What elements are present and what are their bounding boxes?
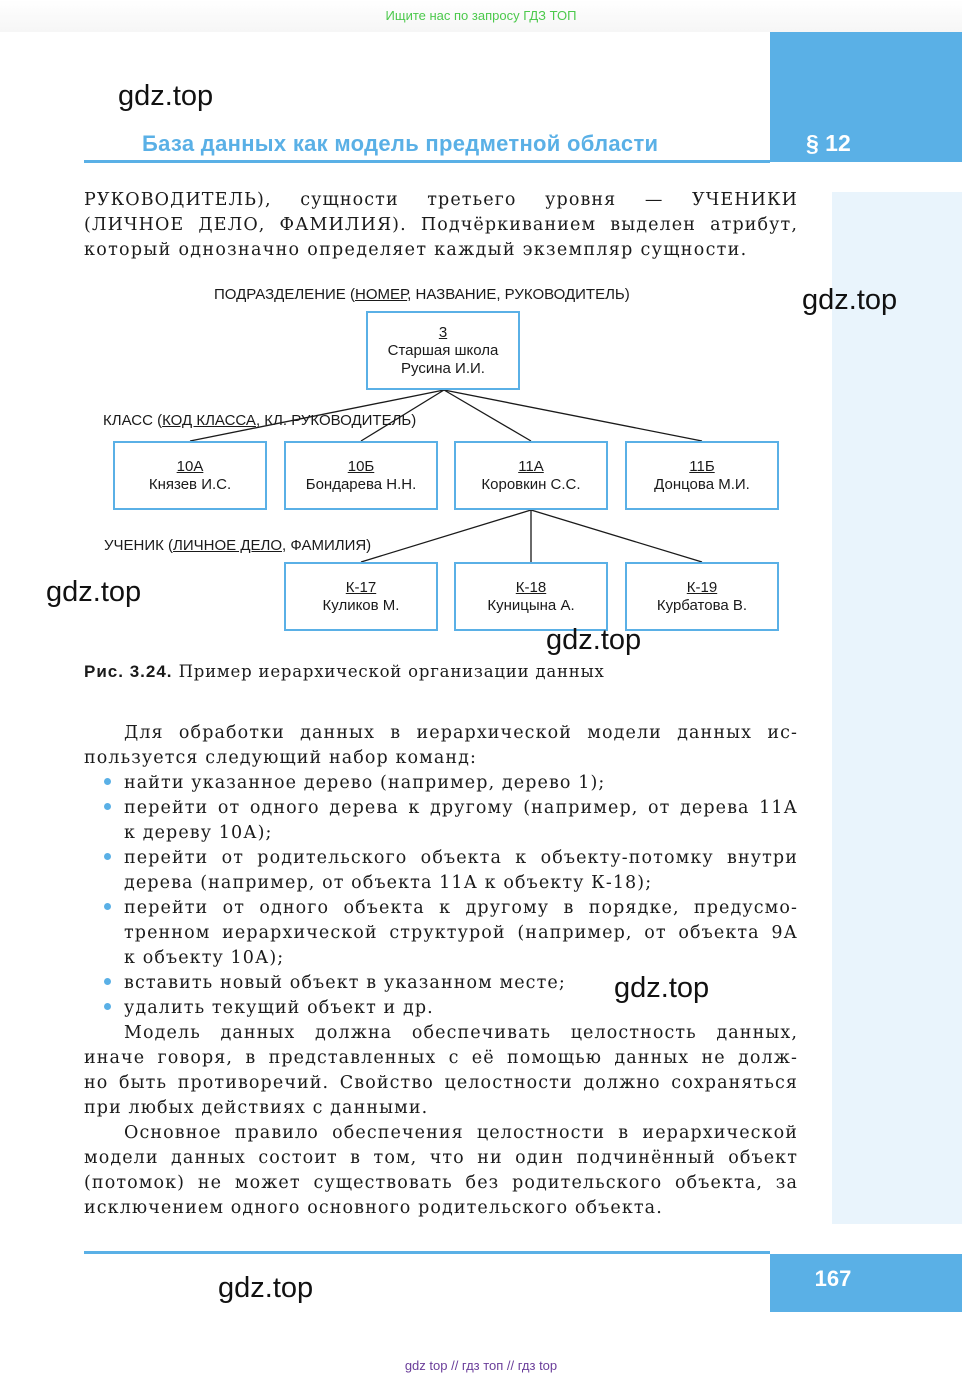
bullet-dot xyxy=(104,803,111,810)
para2-line-2: иначе говоря, в представленных с её помощью данных не долж- xyxy=(84,1048,798,1068)
class-node xyxy=(625,441,779,510)
student-node xyxy=(625,562,779,631)
level3-label: УЧЕНИК (ЛИЧНОЕ ДЕЛО, ФАМИЛИЯ) xyxy=(104,537,372,554)
bullet-2-line-1: перейти от одного дерева к другому (например, от дерева 11А xyxy=(124,798,798,818)
class-name: Донцова М.И. xyxy=(654,475,750,493)
watermark: gdz.top xyxy=(546,624,642,656)
student-name: Курбатова В. xyxy=(656,596,748,614)
section-number: § 12 xyxy=(806,130,851,156)
bottom-links[interactable]: gdz top // гдз топ // гдз top xyxy=(404,1358,558,1373)
student-name: Куницына А. xyxy=(487,596,575,614)
bullet-2-line-2: к дереву 10А); xyxy=(124,823,273,843)
footer-rule xyxy=(84,1251,770,1254)
class-key: 11А xyxy=(518,457,544,475)
watermark: gdz.top xyxy=(614,972,710,1004)
para2-line-4: при любых действиях с данными. xyxy=(84,1098,429,1118)
student-node xyxy=(454,562,608,631)
level2-label: КЛАСС (КОД КЛАССА, КЛ. РУКОВОДИТЕЛЬ) xyxy=(103,412,417,429)
student-key: К-17 xyxy=(345,578,377,596)
bullet-dot xyxy=(104,1003,111,1010)
para2-line-1: Модель данных должна обеспечивать целостность данных, xyxy=(124,1023,798,1043)
intro-line-2: (ЛИЧНОЕ ДЕЛО, ФАМИЛИЯ). Подчёркиванием выделен атрибут, xyxy=(84,215,798,235)
watermark: gdz.top xyxy=(118,80,214,112)
bullet-dot xyxy=(104,853,111,860)
class-key: 11Б xyxy=(689,457,715,475)
level1-label: ПОДРАЗДЕЛЕНИЕ (НОМЕР, НАЗВАНИЕ, РУКОВОДИТЕЛЬ) xyxy=(214,286,630,303)
bullet-4-line-1: перейти от одного объекта к другому в порядке, предусмо- xyxy=(124,898,798,918)
bullet-4-line-2: тренном иерархической структурой (например, от объекта 9А xyxy=(124,923,798,943)
bullet-dot xyxy=(104,903,111,910)
bullet-dot xyxy=(104,978,111,985)
top-banner[interactable]: Ищите нас по запросу ГДЗ ТОП xyxy=(0,0,962,32)
bullet-1-line-1: найти указанное дерево (например, дерево 1); xyxy=(124,773,606,793)
intro-line-1: РУКОВОДИТЕЛЬ), сущности третьего уровня — УЧЕНИКИ xyxy=(84,190,798,210)
bullet-6-line-1: удалить текущий объект и др. xyxy=(124,998,434,1018)
class-key: 10А xyxy=(176,457,204,475)
para3-line-2: модели данных состоит в том, что ни один подчинённый объект xyxy=(84,1148,798,1168)
student-node xyxy=(284,562,438,631)
root-key: 3 xyxy=(438,323,448,341)
figure-caption-text: Пример иерархической организации данных xyxy=(178,662,605,681)
intro-line-3: который однозначно определяет каждый экземпляр сущности. xyxy=(84,240,748,260)
watermark: gdz.top xyxy=(218,1272,314,1304)
root-line3: Русина И.И. xyxy=(401,359,485,377)
para2-line-3: но быть противоречий. Свойство целостности должно сохраняться xyxy=(84,1073,798,1093)
bullet-3-line-2: дерева (например, от объекта 11А к объекту К-18); xyxy=(124,873,653,893)
class-name: Бондарева Н.Н. xyxy=(305,475,417,493)
class-key: 10Б xyxy=(347,457,375,475)
student-key: К-19 xyxy=(686,578,718,596)
chapter-title: База данных как модель предметной области xyxy=(142,131,659,156)
student-key: К-18 xyxy=(515,578,547,596)
class-node xyxy=(454,441,608,510)
class-name: Коровкин С.С. xyxy=(481,475,581,493)
bullet-3-line-1: перейти от родительского объекта к объекту-потомку внутри xyxy=(124,848,798,868)
class-node xyxy=(113,441,267,510)
root-line2: Старшая школа xyxy=(387,341,499,359)
para1-line-1: Для обработки данных в иерархической модели данных ис- xyxy=(124,723,798,743)
para3-line-4: исключением одного основного родительского объекта. xyxy=(84,1198,663,1218)
figure-caption xyxy=(84,662,605,682)
para1-line-2: пользуется следующий набор команд: xyxy=(84,748,478,768)
class-node xyxy=(284,441,438,510)
root-node xyxy=(366,311,520,390)
bullet-dot xyxy=(104,778,111,785)
para3-line-3: (потомок) не может существовать без родительского объекта, за xyxy=(84,1173,798,1193)
watermark: gdz.top xyxy=(802,284,898,316)
bullet-5-line-1: вставить новый объект в указанном месте; xyxy=(124,973,566,993)
student-name: Куликов М. xyxy=(322,596,400,614)
figure-number: Рис. 3.24. xyxy=(84,662,173,681)
watermark: gdz.top xyxy=(46,576,142,608)
class-name: Князев И.С. xyxy=(148,475,232,493)
page-number: 167 xyxy=(814,1266,852,1291)
bullet-4-line-3: к объекту 10А); xyxy=(124,948,285,968)
para3-line-1: Основное правило обеспечения целостности в иерархической xyxy=(124,1123,798,1143)
